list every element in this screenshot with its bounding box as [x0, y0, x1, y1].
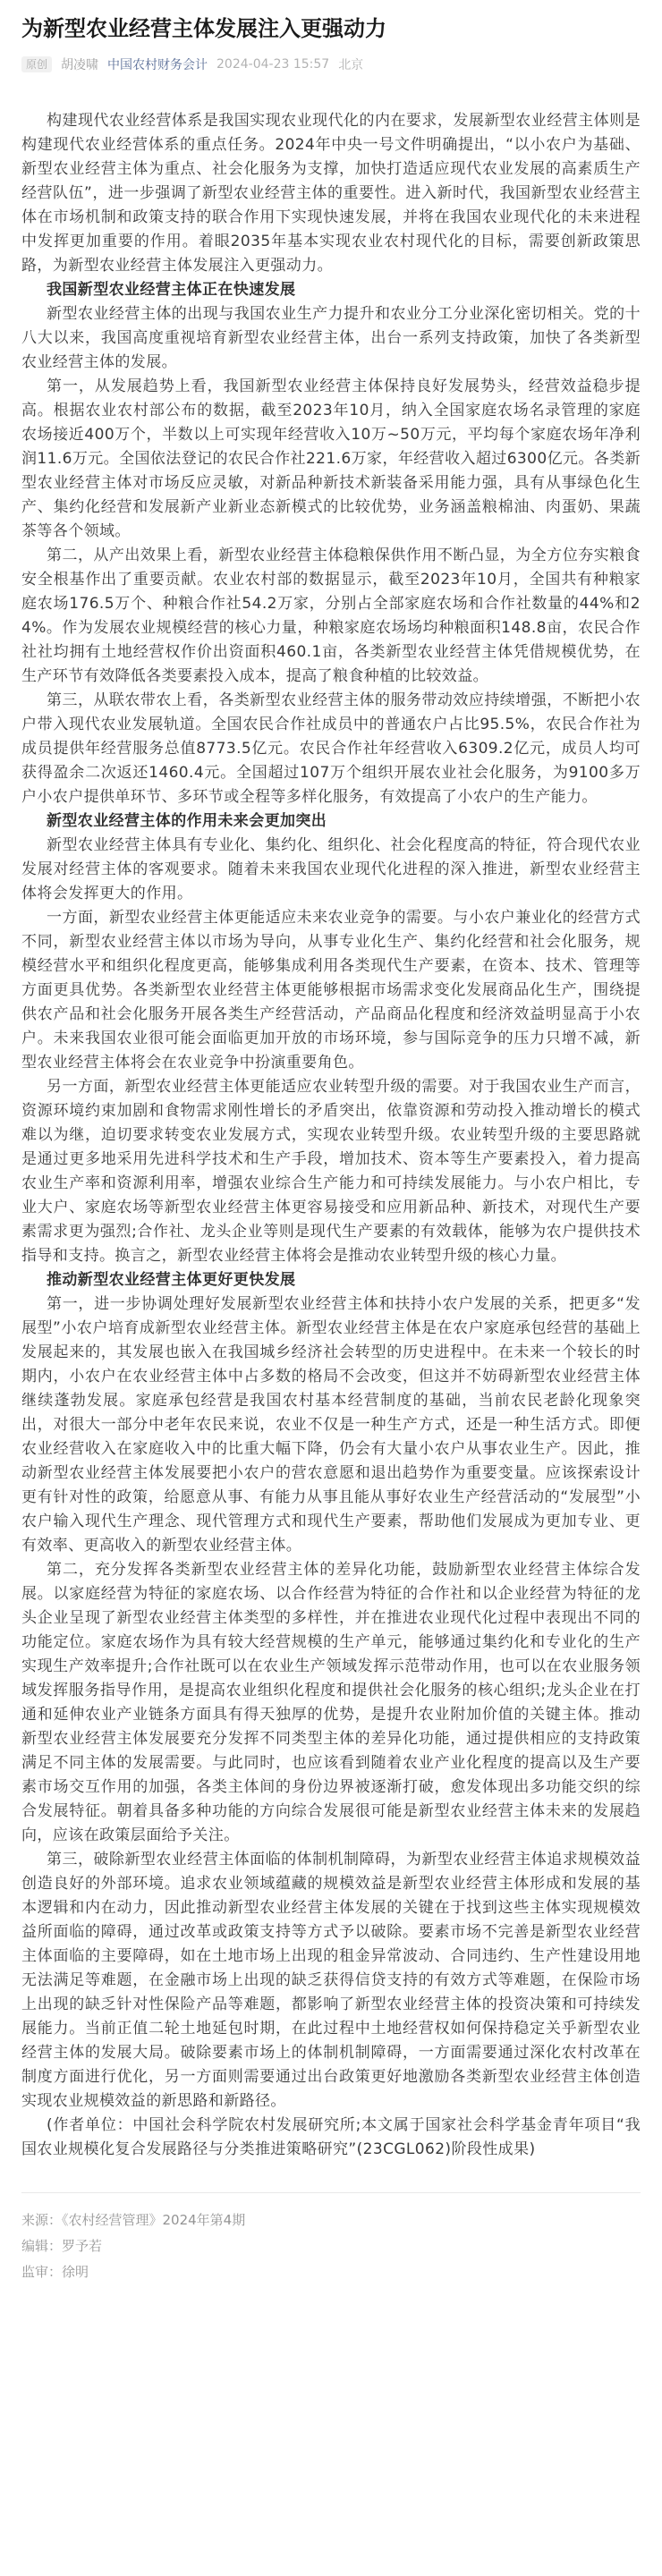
footer-divider: [21, 2192, 641, 2193]
article-paragraph: (作者单位：中国社会科学院农村发展研究所;本文属于国家社会科学基金青年项目“我国农业规模化复合发展路径与分类推进策略研究”(23CGL062)阶段性成果): [21, 2115, 641, 2158]
editor-line: 编辑：罗予若: [21, 2237, 103, 2254]
section-heading: 我国新型农业经营主体正在快速发展: [47, 280, 296, 299]
reviewer-line: 监审：徐明: [21, 2263, 89, 2280]
article-paragraph: 新型农业经营主体的出现与我国农业生产力提升和农业分工分业深化密切相关。党的十八大以来，我国高度重视培育新型农业经营主体，出台一系列支持政策，加快了各类新型农业经营主体的发展。: [21, 304, 641, 371]
article-body: [21, 109, 641, 2162]
article-paragraph: 第三，从联农带农上看，各类新型农业经营主体的服务带动效应持续增强，不断把小农户带入现代农业发展轨道。全国农民合作社成员中的普通农户占比95.5%，农民合作社为成员提供年经营服务总值8773.5亿元。农民合作社年经营收入6309.2亿元，成员人均可获得盈余二次返还1460.4元。全国超过107万个组织开展农业社会化服务，为9100多万户小农户提供单环节、多环节或全程等多样化服务，有效提高了小农户的生产能力。: [21, 691, 641, 806]
section-heading: 推动新型农业经营主体更好更快发展: [47, 1270, 296, 1289]
article-paragraph: 新型农业经营主体具有专业化、集约化、组织化、社会化程度高的特征，符合现代农业发展对经营主体的客观要求。随着未来我国农业现代化进程的深入推进，新型农业经营主体将会发挥更大的作用。: [21, 835, 641, 902]
original-badge: 原创: [21, 56, 52, 72]
publish-datetime: 2024-04-23 15:57: [216, 56, 330, 72]
article-footer: [21, 2207, 641, 2285]
article-paragraph: 一方面，新型农业经营主体更能适应未来农业竞争的需要。与小农户兼业化的经营方式不同，新型农业经营主体以市场为导向，从事专业化生产、集约化经营和社会化服务，规模经营水平和组织化程度更高，能够集成利用各类现代生产要素，在资本、技术、管理等方面更具优势。各类新型农业经营主体更能够根据市场需求变化发展商品化生产，围绕提供农产品和社会化服务开展各类生产经营活动，产品商品化程度和经济效益明显高于小农户。未来我国农业很可能会面临更加开放的市场环境，参与国际竞争的压力只增不减，新型农业经营主体将会在农业竞争中扮演重要角色。: [21, 908, 641, 1072]
source-line: 来源：《农村经营管理》2024年第4期: [21, 2211, 246, 2228]
section-heading: 新型农业经营主体的作用未来会更加突出: [47, 811, 327, 830]
article-paragraph: 第二，充分发挥各类新型农业经营主体的差异化功能，鼓励新型农业经营主体综合发展。以家庭经营为特征的家庭农场、以合作经营为特征的合作社和以企业经营为特征的龙头企业呈现了新型农业经营主体类型的多样性，并在推进农业现代化过程中表现出不同的功能定位。家庭农场作为具有较大经营规模的生产单元，能够通过集约化和专业化的生产实现生产效率提升;合作社既可以在农业生产领域发挥示范带动作用，也可以在农业服务领域发挥服务指导作用，是提高农业组织化程度和提供社会化服务的核心组织;龙头企业在打通和延伸农业产业链条方面具有得天独厚的优势，是提升农业附加价值的关键主体。推动新型农业经营主体发展要充分发挥不同类型主体的差异化功能，通过提供相应的支持政策满足不同主体的发展需要。与此同时，也应该看到随着农业产业化程度的提高以及生产要素市场交互作用的加强，各类主体间的身份边界被逐渐打破，愈发体现出多功能交织的综合发展特征。朝着具备多种功能的方向综合发展很可能是新型农业经营主体未来的发展趋向，应该在政策层面给予关注。: [21, 1560, 641, 1844]
article-paragraph: 另一方面，新型农业经营主体更能适应农业转型升级的需要。对于我国农业生产而言，资源环境约束加剧和食物需求刚性增长的矛盾突出，依靠资源和劳动投入推动增长的模式难以为继，迫切要求转变农业发展方式，实现农业转型升级。农业转型升级的主要思路就是通过更多地采用先进科学技术和生产手段，增加技术、资本等生产要素投入，着力提高农业生产率和资源利用率，增强农业综合生产能力和可持续发展能力。与小农户相比，专业大户、家庭农场等新型农业经营主体更容易接受和应用新品种、新技术，对现代生产要素需求更为强烈;合作社、龙头企业等则是现代生产要素的有效载体，能够为农户提供技术指导和支持。换言之，新型农业经营主体将会是推动农业转型升级的核心力量。: [21, 1077, 641, 1265]
article-paragraph: 第二，从产出效果上看，新型农业经营主体稳粮保供作用不断凸显，为全方位夯实粮食安全根基作出了重要贡献。农业农村部的数据显示，截至2023年10月，全国共有种粮家庭农场176.5万个、种粮合作社54.2万家，分别占全部家庭农场和合作社数量的44%和24%。作为发展农业规模经营的核心力量，种粮家庭农场场均种粮面积148.8亩，农民合作社社均拥有土地经营权作价出资面积460.1亩，各类新型农业经营主体凭借规模优势，在生产环节有效降低各类要素投入成本，提高了粮食种植的比较效益。: [21, 546, 641, 685]
account-link[interactable]: 中国农村财务会计: [107, 57, 208, 72]
publish-location: 北京: [338, 57, 364, 72]
article-paragraph: 第三，破除新型农业经营主体面临的体制机制障碍，为新型农业经营主体追求规模效益创造良好的外部环境。追求农业领域蕴藏的规模效益是新型农业经营主体形成和发展的基本逻辑和内在动力，因此推动新型农业经营主体发展的关键在于找到这些主体实现规模效益所面临的障碍，通过改革或政策支持等方式予以破除。要素市场不完善是新型农业经营主体面临的主要障碍，如在土地市场上出现的租金异常波动、合同违约、生产性建设用地无法满足等难题，在金融市场上出现的缺乏获得信贷支持的有效方式等难题，在保险市场上出现的缺乏针对性保险产品等难题，都影响了新型农业经营主体的投资决策和可持续发展能力。当前正值二轮土地延包时期，在此过程中土地经营权如何保持稳定关乎新型农业经营主体的发展大局。破除要素市场上的体制机制障碍，一方面需要通过深化农村改革在制度方面进行优化，另一方面则需要通过出台政策更好地激励各类新型农业经营主体创造实现农业规模效益的新思路和新路径。: [21, 1850, 641, 2110]
author-name[interactable]: 胡凌啸: [61, 57, 99, 72]
article-paragraph: 第一，从发展趋势上看，我国新型农业经营主体保持良好发展势头，经营效益稳步提高。根据农业农村部公布的数据，截至2023年10月，纳入全国家庭农场名录管理的家庭农场接近400万个，半数以上可实现年经营收入10万~50万元，平均每个家庭农场年净利润11.6万元。全国依法登记的农民合作社221.6万家，年经营收入超过6300亿元。各类新型农业经营主体对市场反应灵敏，对新品种新技术新装备采用能力强，具有从事绿色化生产、集约化经营和发展新产业新业态新模式的比较优势，业务涵盖粮棉油、肉蛋奶、果蔬茶等各个领域。: [21, 377, 641, 540]
article-byline: [21, 55, 641, 73]
article-paragraph: 第一，进一步协调处理好发展新型农业经营主体和扶持小农户发展的关系，把更多“发展型”小农户培育成新型农业经营主体。新型农业经营主体是在农户家庭承包经营的基础上发展起来的，其发展也嵌入在我国城乡经济社会转型的历史进程中。在未来一个较长的时期内，小农户在农业经营主体中占多数的格局不会改变，但这并不妨碍新型农业经营主体继续蓬勃发展。家庭承包经营是我国农村基本经营制度的基础，当前农民老龄化现象突出，对很大一部分中老年农民来说，农业不仅是一种生产方式，还是一种生活方式。即便农业经营收入在家庭收入中的比重大幅下降，仍会有大量小农户从事农业生产。因此，推动新型农业经营主体发展要把小农户的营农意愿和退出趋势作为重要变量。应该探索设计更有针对性的政策，给愿意从事、有能力从事且能从事好农业生产经营活动的“发展型”小农户输入现代生产理念、现代管理方式和现代生产要素，帮助他们发展成为更加专业、更有效率、更高收入的新型农业经营主体。: [21, 1294, 641, 1555]
article-paragraph: 构建现代农业经营体系是我国实现农业现代化的内在要求，发展新型农业经营主体则是构建现代农业经营体系的重点任务。2024年中央一号文件明确提出，“以小农户为基础、新型农业经营主体为重点、社会化服务为支撑，加快打造适应现代农业发展的高素质生产经营队伍”，进一步强调了新型农业经营主体的重要性。进入新时代，我国新型农业经营主体在市场机制和政策支持的联合作用下实现快速发展，并将在我国农业现代化的未来进程中发挥更加重要的作用。着眼2035年基本实现农业农村现代化的目标，需要创新政策思路，为新型农业经营主体发展注入更强动力。: [21, 111, 641, 275]
article-title: 为新型农业经营主体发展注入更强动力: [21, 16, 386, 41]
